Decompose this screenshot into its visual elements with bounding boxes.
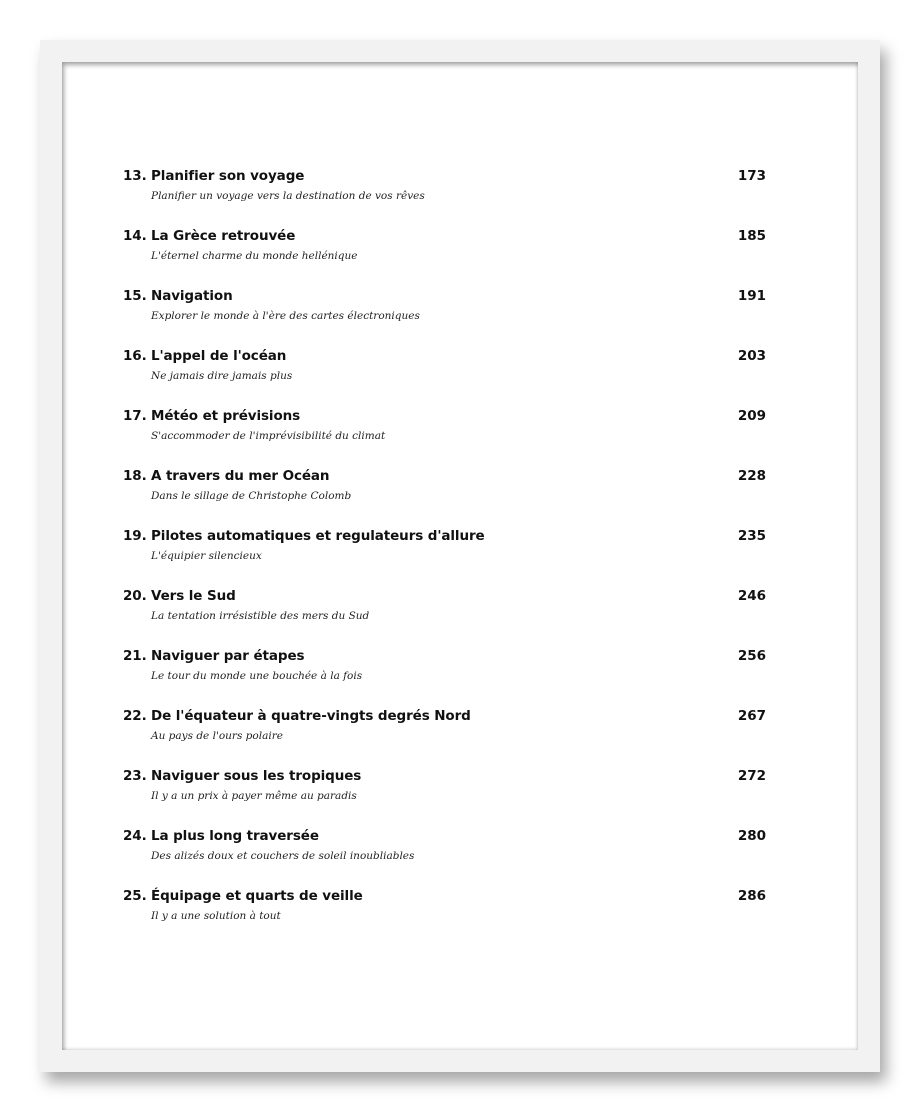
chapter-subtitle: Ne jamais dire jamais plus xyxy=(151,370,293,382)
chapter-number: 18. xyxy=(123,468,147,484)
chapter-subtitle: Le tour du monde une bouchée à la fois xyxy=(151,670,363,682)
chapter-subtitle: Planifier un voyage vers la destination de vos rêves xyxy=(151,190,425,202)
page-number: 286 xyxy=(737,888,766,904)
chapter-subtitle: L'éternel charme du monde hellénique xyxy=(151,250,358,262)
chapter-title: Navigation xyxy=(151,288,233,304)
chapter-title: Planifier son voyage xyxy=(151,168,305,184)
chapter-number: 22. xyxy=(123,708,147,724)
chapter-number: 17. xyxy=(123,408,147,424)
chapter-title: La plus long traversée xyxy=(151,828,319,844)
chapter-subtitle: Dans le sillage de Christophe Colomb xyxy=(151,490,352,502)
chapter-title: L'appel de l'océan xyxy=(151,348,287,364)
toc-entry xyxy=(123,648,766,708)
chapter-title: La Grèce retrouvée xyxy=(151,228,296,244)
chapter-subtitle: Il y a une solution à tout xyxy=(151,910,281,922)
chapter-number: 21. xyxy=(123,648,147,664)
chapter-number: 24. xyxy=(123,828,147,844)
chapter-number: 19. xyxy=(123,528,147,544)
chapter-number: 15. xyxy=(123,288,147,304)
chapter-number: 20. xyxy=(123,588,147,604)
toc-entry xyxy=(123,168,766,228)
chapter-title: Équipage et quarts de veille xyxy=(151,888,363,904)
toc-entry xyxy=(123,588,766,648)
toc-entry xyxy=(123,228,766,288)
page-number: 191 xyxy=(737,288,766,304)
chapter-subtitle: Il y a un prix à payer même au paradis xyxy=(151,790,357,802)
chapter-subtitle: L'équipier silencieux xyxy=(151,550,262,562)
chapter-number: 25. xyxy=(123,888,147,904)
chapter-subtitle: Des alizés doux et couchers de soleil inoubliables xyxy=(151,850,415,862)
page-number: 256 xyxy=(737,648,766,664)
table-of-contents xyxy=(123,168,766,948)
chapter-subtitle: La tentation irrésistible des mers du Sud xyxy=(151,610,370,622)
page-number: 209 xyxy=(737,408,766,424)
toc-entry xyxy=(123,468,766,528)
chapter-title: De l'équateur à quatre-vingts degrés Nord xyxy=(151,708,471,724)
page-number: 272 xyxy=(737,768,766,784)
chapter-title: Naviguer sous les tropiques xyxy=(151,768,362,784)
toc-entry xyxy=(123,888,766,948)
chapter-title: A travers du mer Océan xyxy=(151,468,330,484)
chapter-number: 16. xyxy=(123,348,147,364)
page-number: 235 xyxy=(737,528,766,544)
toc-entry xyxy=(123,768,766,828)
chapter-title: Naviguer par étapes xyxy=(151,648,305,664)
toc-entry xyxy=(123,288,766,348)
toc-entry xyxy=(123,708,766,768)
page-number: 246 xyxy=(737,588,766,604)
page-number: 185 xyxy=(737,228,766,244)
toc-entry xyxy=(123,828,766,888)
chapter-title: Vers le Sud xyxy=(151,588,236,604)
chapter-number: 13. xyxy=(123,168,147,184)
chapter-title: Météo et prévisions xyxy=(151,408,301,424)
chapter-number: 23. xyxy=(123,768,147,784)
page-number: 203 xyxy=(737,348,766,364)
chapter-subtitle: S'accommoder de l'imprévisibilité du climat xyxy=(151,430,386,442)
toc-entry xyxy=(123,528,766,588)
chapter-subtitle: Au pays de l'ours polaire xyxy=(151,730,283,742)
page-number: 267 xyxy=(737,708,766,724)
toc-entry xyxy=(123,348,766,408)
chapter-title: Pilotes automatiques et regulateurs d'allure xyxy=(151,528,485,544)
page-number: 173 xyxy=(737,168,766,184)
page-number: 280 xyxy=(737,828,766,844)
page-number: 228 xyxy=(737,468,766,484)
chapter-subtitle: Explorer le monde à l'ère des cartes électroniques xyxy=(151,310,420,322)
toc-entry xyxy=(123,408,766,468)
chapter-number: 14. xyxy=(123,228,147,244)
